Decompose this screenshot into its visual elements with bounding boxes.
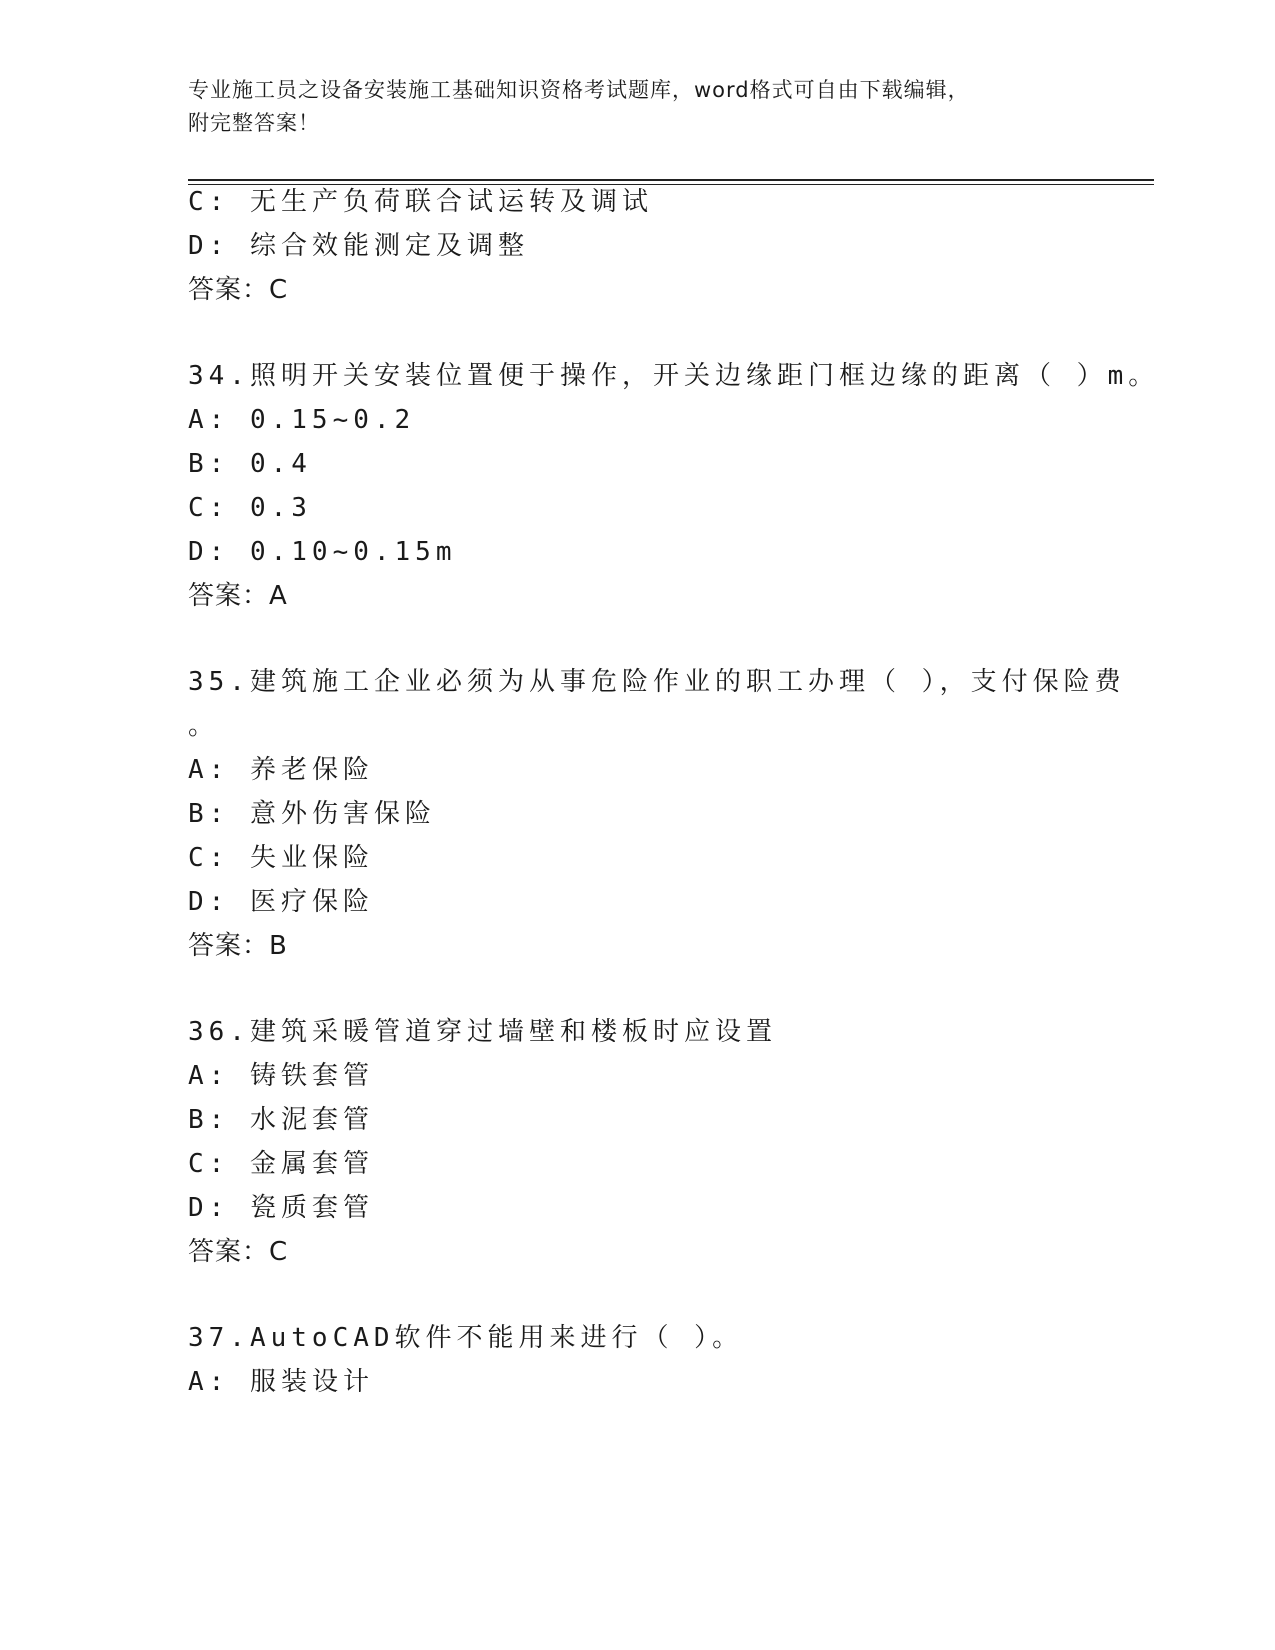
option-b: B: 0.4 — [188, 449, 312, 479]
answer-label: 答案：C — [188, 275, 289, 305]
question-stem: 35.建筑施工企业必须为从事危险作业的职工办理（ ），支付保险费 — [188, 667, 1126, 697]
question-stem: 37.AutoCAD软件不能用来进行（ ）。 — [188, 1323, 744, 1353]
option-a: A: 服装设计 — [188, 1367, 374, 1397]
question-stem: 36.建筑采暖管道穿过墙壁和楼板时应设置 — [188, 1017, 777, 1047]
question-stem-continued: 。 — [188, 711, 220, 741]
option-a: A: 铸铁套管 — [188, 1061, 374, 1091]
option-d: D: 综合效能测定及调整 — [188, 231, 529, 261]
header-line-1: 专业施工员之设备安装施工基础知识资格考试题库，word格式可自由下载编辑， — [188, 78, 970, 102]
option-b: B: 水泥套管 — [188, 1105, 374, 1135]
question-stem: 34.照明开关安装位置便于操作，开关边缘距门框边缘的距离（ ）m。 — [188, 361, 1160, 391]
option-a: A: 养老保险 — [188, 755, 374, 785]
answer-label: 答案：A — [188, 581, 288, 611]
answer-label: 答案：B — [188, 931, 288, 961]
option-b: B: 意外伤害保险 — [188, 799, 436, 829]
option-c: C: 金属套管 — [188, 1149, 374, 1179]
option-d: D: 0.10~0.15m — [188, 537, 457, 567]
option-c: C: 失业保险 — [188, 843, 374, 873]
option-c: C: 无生产负荷联合试运转及调试 — [188, 187, 653, 217]
option-d: D: 医疗保险 — [188, 887, 374, 917]
answer-label: 答案：C — [188, 1237, 289, 1267]
option-d: D: 瓷质套管 — [188, 1193, 374, 1223]
option-c: C: 0.3 — [188, 493, 312, 523]
document-header — [188, 74, 1088, 140]
option-a: A: 0.15~0.2 — [188, 405, 416, 435]
header-line-2: 附完整答案！ — [188, 111, 320, 135]
header-divider-thick — [188, 179, 1154, 181]
